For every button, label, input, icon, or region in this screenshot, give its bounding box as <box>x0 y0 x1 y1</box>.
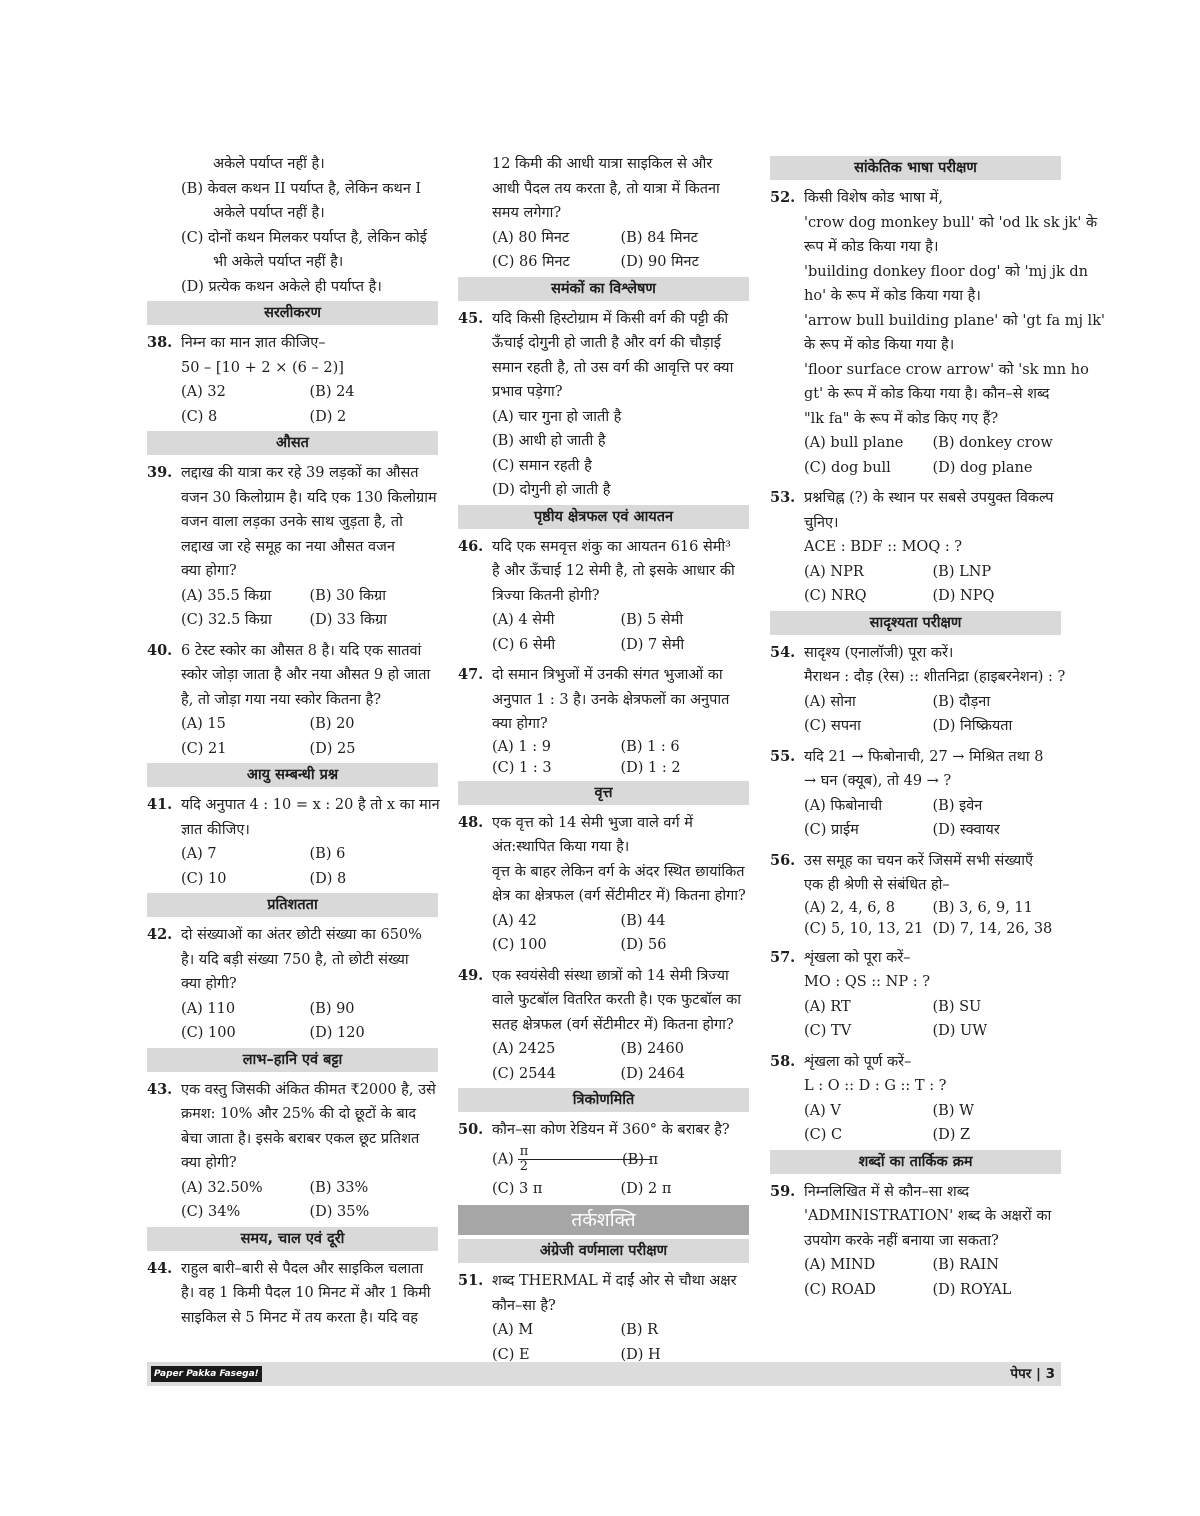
section-heading-vritt: वृत्त <box>458 781 749 805</box>
option-d: (D) 120 <box>309 1025 365 1041</box>
question-text: कौन–सा कोण रेडियन में 360° के बराबर है? <box>492 1122 730 1138</box>
question-number: 42. <box>147 926 173 943</box>
question-text: है। यदि बड़ी संख्या 750 है, तो छोटी संख्या <box>181 951 409 968</box>
question-51 <box>458 1269 749 1318</box>
question-text: समान रहती है, तो उस वर्ग की आवृत्ति पर क्या <box>492 359 734 376</box>
option-text: अकेले पर्याप्त नहीं है। <box>213 156 325 172</box>
section-heading-prishthiya: पृष्ठीय क्षेत्रफल एवं आयतन <box>458 505 749 529</box>
question-text: है और ऊँचाई 12 सेमी है, तो इसके आधार की <box>492 563 735 579</box>
question-number: 49. <box>458 966 484 984</box>
question-52 <box>770 186 1105 431</box>
question-number: 48. <box>458 813 484 831</box>
question-40 <box>147 639 438 713</box>
question-number: 38. <box>147 334 173 351</box>
column-left <box>147 152 438 1330</box>
question-42 <box>147 923 438 997</box>
options-row <box>147 867 438 892</box>
question-text: ऊँचाई दोगुनी हो जाती है और वर्ग की चौड़ाई <box>492 335 721 351</box>
question-number: 46. <box>458 537 484 555</box>
option-b: (B) 5 सेमी <box>620 612 684 628</box>
option-b: (B) LNP <box>932 563 992 580</box>
option-c: (C) E <box>492 1346 530 1363</box>
option-a: (A) 15 <box>181 716 226 732</box>
option-b: (B) 1 : 6 <box>620 738 680 755</box>
option-c: (C) प्राईम <box>804 822 859 838</box>
question-number: 44. <box>147 1259 173 1277</box>
option-c: (C) dog bull <box>804 459 891 476</box>
option-d: (D) dog plane <box>932 459 1033 476</box>
option-c: (C) 86 मिनट <box>492 254 570 270</box>
question-number: 43. <box>147 1080 173 1098</box>
question-number: 39. <box>147 464 173 481</box>
option-d: (D) 2 π <box>620 1180 672 1197</box>
option-a: (A) bull plane <box>804 435 904 451</box>
options-row <box>458 1143 749 1177</box>
option-d: (D) 7, 14, 26, 38 <box>932 920 1053 937</box>
option-c: (C) ROAD <box>804 1281 876 1298</box>
option-d: (D) 7 सेमी <box>620 636 685 653</box>
option-d: (D) 35% <box>309 1204 370 1220</box>
question-text: क्या होगा? <box>492 716 548 732</box>
page-number: पेपर | 3 <box>1010 1366 1055 1382</box>
question-text: सतह क्षेत्रफल (वर्ग सेंटीमीटर में) कितना होगा? <box>492 1016 734 1033</box>
option-b: (B) 30 किग्रा <box>309 587 386 604</box>
options-row <box>147 584 438 609</box>
question-number: 55. <box>770 747 796 765</box>
option-d: (D) ROYAL <box>932 1281 1012 1298</box>
option-b: (B) 3, 6, 9, 11 <box>932 899 1033 916</box>
question-number: 58. <box>770 1052 796 1070</box>
section-heading-trikonmiti: त्रिकोणमिति <box>458 1088 749 1112</box>
option-c: (C) 1 : 3 <box>492 759 552 776</box>
question-text: त्रिज्या कितनी होगी? <box>492 587 600 604</box>
option-a: (A) 35.5 किग्रा <box>181 587 272 604</box>
question-text: MO : QS :: NP : ? <box>804 974 930 990</box>
option-b: (B) 20 <box>309 716 355 732</box>
question-text: है। वह 1 किमी पैदल 10 मिनट में और 1 किमी <box>181 1285 431 1301</box>
question-text: क्या होगी? <box>181 1155 237 1171</box>
question-number: 40. <box>147 641 173 659</box>
options-row <box>458 608 749 633</box>
option-d: (D) 33 किग्रा <box>309 612 387 628</box>
option-b: (B) 90 <box>309 1000 355 1017</box>
question-text: उस समूह का चयन करें जिसमें सभी संख्याएँ <box>804 852 1034 869</box>
option-a: (A) फिबोनाची <box>804 797 883 814</box>
question-text: यदि अनुपात 4 : 10 = x : 20 है तो x का मान <box>181 797 440 813</box>
page-footer <box>147 1362 1061 1386</box>
options-row <box>770 690 1061 715</box>
section-heading-sadrishyata: सादृश्यता परीक्षण <box>770 611 1061 635</box>
question-49 <box>458 964 749 1038</box>
question-number: 52. <box>770 189 796 206</box>
question-text: शब्द THERMAL में दाईं ओर से चौथा अक्षर <box>492 1273 737 1289</box>
question-59 <box>770 1180 1061 1254</box>
options-row <box>770 560 1061 585</box>
question-text: एक ही श्रेणी से संबंधित हो– <box>804 877 950 893</box>
section-heading-samank: समंकों का विश्लेषण <box>458 277 749 301</box>
option-a: (A) 42 <box>492 912 537 929</box>
option-b: (B) 44 <box>620 912 666 929</box>
question-text: 'arrow bull building plane' को 'gt fa mj lk' <box>804 312 1105 329</box>
question-text: क्या होगा? <box>181 563 237 579</box>
options-row <box>770 1019 1061 1044</box>
option-d: (D) 1 : 2 <box>620 759 681 776</box>
options-row <box>147 842 438 867</box>
question-text: दो संख्याओं का अंतर छोटी संख्या का 650% <box>181 927 422 943</box>
option-d: (D) दोगुनी हो जाती है <box>492 482 611 498</box>
section-heading-shabdon-ka-kram: शब्दों का तार्किक क्रम <box>770 1150 1061 1174</box>
question-text: शृंखला को पूरा करें– <box>804 949 911 966</box>
option-d: (D) UW <box>932 1023 988 1039</box>
options-row <box>147 997 438 1022</box>
question-number: 56. <box>770 851 796 869</box>
question-text: एक वस्तु जिसकी अंकित कीमत ₹2000 है, उसे <box>181 1081 436 1098</box>
question-text: 12 किमी की आधी यात्रा साइकिल से और <box>492 156 713 172</box>
options-row <box>147 1176 438 1201</box>
options-row <box>770 818 1061 843</box>
question-text: 6 टेस्ट स्कोर का औसत 8 है। यदि एक सातवां <box>181 642 422 659</box>
option-c: (C) 10 <box>181 870 227 887</box>
option-a: (A) 80 मिनट <box>492 229 570 246</box>
option-b: (B) donkey crow <box>932 435 1053 451</box>
question-text: प्रभाव पड़ेगा? <box>492 384 563 400</box>
question-45 <box>458 307 749 405</box>
question-text: रूप में कोड किया गया है। <box>804 239 939 255</box>
question-number: 45. <box>458 309 484 327</box>
question-text: वाले फुटबॉल वितरित करती है। एक फुटबॉल का <box>492 992 741 1008</box>
column-right <box>770 152 1105 1302</box>
question-text: किसी विशेष कोड भाषा में, <box>804 190 943 206</box>
options-row <box>458 758 749 779</box>
question-text: gt' के रूप में कोड किया गया है। कौन–से शब्द <box>804 386 1050 402</box>
question-number: 50. <box>458 1121 484 1138</box>
question-58 <box>770 1050 1061 1099</box>
question-text: L : O :: D : G :: T : ? <box>804 1078 947 1094</box>
option-a: (A) सोना <box>804 693 856 710</box>
option-c: (C) 3 π <box>492 1180 543 1197</box>
option-a: (A) 1 : 9 <box>492 738 551 755</box>
section-heading-sanketik: सांकेतिक भाषा परीक्षण <box>770 156 1061 180</box>
question-text: यदि एक समवृत्त शंकु का आयतन 616 सेमी³ <box>492 538 731 555</box>
option-c: (C) C <box>804 1127 843 1143</box>
option-c: (C) NRQ <box>804 588 867 604</box>
options-row <box>147 405 438 430</box>
question-text: प्रश्नचिह्न (?) के स्थान पर सबसे उपयुक्त विकल्प <box>804 490 1054 506</box>
option-text: अकेले पर्याप्त नहीं है। <box>213 205 325 221</box>
section-heading-aayu: आयु सम्बन्धी प्रश्न <box>147 763 438 787</box>
option-c: (C) 2544 <box>492 1065 556 1082</box>
question-text: आधी पैदल तय करता है, तो यात्रा में कितना <box>492 180 720 197</box>
option-d: (D) 2 <box>309 408 347 425</box>
options-row <box>458 1318 749 1343</box>
section-heading-labh-hani: लाभ–हानि एवं बट्टा <box>147 1048 438 1072</box>
option-b: (B) 24 <box>309 384 355 400</box>
options-row <box>770 794 1061 819</box>
question-text: सादृश्य (एनालॉजी) पूरा करें। <box>804 644 954 661</box>
options-row <box>458 909 749 934</box>
question-text: 'ADMINISTRATION' शब्द के अक्षरों का <box>804 1208 1052 1224</box>
question-56 <box>770 849 1061 898</box>
option-a: (A) MIND <box>804 1257 876 1273</box>
question-text: 50 – [10 + 2 × (6 – 2)] <box>181 359 344 376</box>
question-text: उपयोग करके नहीं बनाया जा सकता? <box>804 1232 999 1249</box>
question-number: 57. <box>770 948 796 966</box>
option-b: (B) दौड़ना <box>932 693 991 710</box>
options-row <box>770 995 1061 1020</box>
part-heading-tarkshakti: तर्कशक्ति <box>458 1205 749 1235</box>
option-b: (B) RAIN <box>932 1257 999 1273</box>
option-a-label: (A) <box>492 1151 514 1168</box>
options-row <box>770 431 1061 456</box>
question-43 <box>147 1078 438 1176</box>
option-d: (D) 8 <box>309 870 347 887</box>
question-55 <box>770 745 1061 794</box>
question-text: है, तो जोड़ा गया नया स्कोर कितना है? <box>181 691 382 708</box>
options-row <box>770 1123 1061 1148</box>
question-text: ज्ञात कीजिए। <box>181 821 250 838</box>
question-text: → घन (क्यूब), तो 49 → ? <box>804 773 952 789</box>
question-50 <box>458 1118 749 1143</box>
options-row <box>458 250 749 275</box>
section-heading-angreji: अंग्रेजी वर्णमाला परीक्षण <box>458 1239 749 1263</box>
option-d: (D) 56 <box>620 937 667 953</box>
question-text: समय लगेगा? <box>492 205 562 221</box>
question-text: निम्नलिखित में से कौन–सा शब्द <box>804 1183 970 1200</box>
option-c: (C) TV <box>804 1023 852 1039</box>
option-a: (A) 32 <box>181 384 226 400</box>
question-number: 54. <box>770 643 796 661</box>
options-row <box>458 226 749 251</box>
options-row <box>770 456 1061 481</box>
question-text: साइकिल से 5 मिनट में तय करता है। यदि वह <box>181 1309 418 1326</box>
option-text: भी अकेले पर्याप्त नहीं है। <box>213 254 344 270</box>
option-b: (B) 6 <box>309 846 346 862</box>
option-b: (B) इवेन <box>932 797 983 814</box>
fraction-numerator: π <box>518 1145 652 1160</box>
question-text: यदि किसी हिस्टोग्राम में किसी वर्ग की पट्टी की <box>492 310 729 327</box>
options-row <box>147 712 438 737</box>
question-number: 53. <box>770 489 796 506</box>
option-a <box>492 1145 622 1174</box>
question-text: बेचा जाता है। इसके बराबर एकल छूट प्रतिशत <box>181 1130 420 1147</box>
option-a: (A) RT <box>804 998 851 1015</box>
option-d: (D) Z <box>932 1127 971 1143</box>
question-text: 'floor surface crow arrow' को 'sk mn ho <box>804 361 1089 378</box>
option-b: (B) केवल कथन II पर्याप्त है, लेकिन कथन I <box>181 180 422 197</box>
question-text: 'crow dog monkey bull' को 'od lk sk jk' के <box>804 214 1098 231</box>
option-b: (B) 2460 <box>620 1041 684 1057</box>
option-a: (A) चार गुना हो जाती है <box>492 408 622 425</box>
options-row <box>147 737 438 762</box>
question-text: क्रमश: 10% और 25% की दो छूटों के बाद <box>181 1106 417 1122</box>
question-number: 59. <box>770 1182 796 1200</box>
options-row <box>147 1021 438 1046</box>
options-row <box>458 633 749 658</box>
question-text: क्षेत्र का क्षेत्रफल (वर्ग सेंटीमीटर में) कितना होगा? <box>492 888 746 904</box>
option-b: (B) SU <box>932 998 982 1015</box>
fraction-denominator: 2 <box>519 1159 529 1174</box>
options-row <box>770 714 1061 739</box>
column-middle <box>458 152 749 1367</box>
option-d: (D) H <box>620 1346 661 1363</box>
question-text: "lk fa" के रूप में कोड किए गए हैं? <box>804 410 999 427</box>
option-d: (D) NPQ <box>932 588 995 604</box>
question-text: वृत्त के बाहर लेकिन वर्ग के अंदर स्थित छायांकित <box>492 863 745 880</box>
question-text: मैराथन : दौड़ (रेस) :: शीतनिद्रा (हाइबरनेशन) : ? <box>804 669 1066 685</box>
option-a: (A) NPR <box>804 563 864 580</box>
brand-logo: Paper Pakka Fasega! <box>151 1366 262 1382</box>
option-a: (A) 2, 4, 6, 8 <box>804 899 895 916</box>
options-row <box>458 737 749 758</box>
options-row <box>770 584 1061 609</box>
option-c: (C) दोनों कथन मिलकर पर्याप्त है, लेकिन कोई <box>181 229 427 246</box>
option-c: (C) 8 <box>181 408 218 425</box>
options-row <box>147 1200 438 1225</box>
option-b: (B) π <box>622 1151 659 1168</box>
option-a: (A) 7 <box>181 846 217 862</box>
option-c: (C) 100 <box>181 1025 236 1041</box>
question-53 <box>770 486 1061 560</box>
section-heading-saralikaran: सरलीकरण <box>147 301 438 325</box>
options-row <box>770 1278 1061 1303</box>
question-57 <box>770 946 1061 995</box>
option-c: (C) 6 सेमी <box>492 636 556 653</box>
options-row <box>458 1177 749 1202</box>
question-47 <box>458 663 749 737</box>
question-text: अंत:स्थापित किया गया है। <box>492 839 630 855</box>
option-c: (C) 100 <box>492 937 547 953</box>
question-text: एक स्वयंसेवी संस्था छात्रों को 14 सेमी त्रिज्या <box>492 967 729 984</box>
option-c: (C) 5, 10, 13, 21 <box>804 920 924 937</box>
option-b: (B) 33% <box>309 1179 369 1196</box>
option-b: (B) 84 मिनट <box>620 229 698 246</box>
question-text: वजन 30 किलोग्राम है। यदि एक 130 किलोग्राम <box>181 489 437 506</box>
option-a: (A) 4 सेमी <box>492 612 555 628</box>
option-b: (B) W <box>932 1102 974 1119</box>
question-text: के रूप में कोड किया गया है। <box>804 337 955 353</box>
options-row <box>458 933 749 958</box>
option-d: (D) 2464 <box>620 1065 685 1082</box>
option-a: (A) 110 <box>181 1000 236 1017</box>
options-row <box>147 380 438 405</box>
option-d: (D) 25 <box>309 740 356 757</box>
option-a: (A) V <box>804 1102 841 1119</box>
question-text: ACE : BDF :: MOQ : ? <box>804 539 963 555</box>
question-text: दो समान त्रिभुजों में उनकी संगत भुजाओं का <box>492 667 723 683</box>
question-text: एक वृत्त को 14 सेमी भुजा वाले वर्ग में <box>492 814 693 831</box>
question-54 <box>770 641 1066 690</box>
section-heading-pratishat: प्रतिशतता <box>147 893 438 917</box>
option-c: (C) 21 <box>181 740 227 757</box>
question-text: यदि 21 → फिबोनाची, 27 → मिश्रित तथा 8 <box>804 748 1044 765</box>
question-number: 41. <box>147 796 173 813</box>
question-number: 51. <box>458 1272 484 1289</box>
question-number: 47. <box>458 666 484 683</box>
option-c: (C) 32.5 किग्रा <box>181 612 272 628</box>
question-text: चुनिए। <box>804 514 839 531</box>
question-44 <box>147 1257 438 1331</box>
option-a: (A) M <box>492 1322 534 1338</box>
question-text: 'building donkey floor dog' को 'mj jk dn <box>804 263 1088 280</box>
option-b: (B) आधी हो जाती है <box>492 433 606 449</box>
question-48 <box>458 811 749 909</box>
question-text: राहुल बारी–बारी से पैदल और साइकिल चलाता <box>181 1260 424 1277</box>
option-a: (A) 32.50% <box>181 1179 263 1196</box>
option-d: (D) प्रत्येक कथन अकेले ही पर्याप्त है। <box>181 278 382 295</box>
section-heading-samay-chal: समय, चाल एवं दूरी <box>147 1227 438 1251</box>
question-text: स्कोर जोड़ा जाता है और नया औसत 9 हो जाता <box>181 667 431 683</box>
option-d: (D) निष्क्रियता <box>932 718 1013 734</box>
options-row <box>770 919 1061 940</box>
option-b: (B) R <box>620 1322 658 1338</box>
question-text: कौन–सा है? <box>492 1297 556 1314</box>
option-c: (C) समान रहती है <box>492 457 592 474</box>
options-row <box>147 608 438 633</box>
option-d: (D) 90 मिनट <box>620 254 699 270</box>
question-text: लद्दाख जा रहे समूह का नया औसत वजन <box>181 538 395 555</box>
question-39 <box>147 461 438 584</box>
section-heading-ausat: औसत <box>147 431 438 455</box>
options-row <box>770 1253 1061 1278</box>
question-46 <box>458 535 749 609</box>
question-41 <box>147 793 438 842</box>
options-row <box>770 898 1061 919</box>
options-row <box>458 1037 749 1062</box>
option-d: (D) स्क्वायर <box>932 822 1000 838</box>
option-c: (C) 34% <box>181 1204 241 1220</box>
question-text: क्या होगी? <box>181 976 237 992</box>
question-text: लद्दाख की यात्रा कर रहे 39 लड़कों का औसत <box>181 465 419 481</box>
question-text: शृंखला को पूर्ण करें– <box>804 1053 912 1070</box>
option-a: (A) 2425 <box>492 1041 556 1057</box>
question-text: अनुपात 1 : 3 है। उनके क्षेत्रफलों का अनुपात <box>492 691 730 708</box>
options-row <box>458 1062 749 1087</box>
question-text: वजन वाला लड़का उनके साथ जुड़ता है, तो <box>181 514 403 530</box>
option-c: (C) सपना <box>804 718 861 734</box>
question-38 <box>147 331 438 380</box>
question-text: निम्न का मान ज्ञात कीजिए– <box>181 335 326 351</box>
options-row <box>770 1099 1061 1124</box>
question-text: ho' के रूप में कोड किया गया है। <box>804 288 981 304</box>
